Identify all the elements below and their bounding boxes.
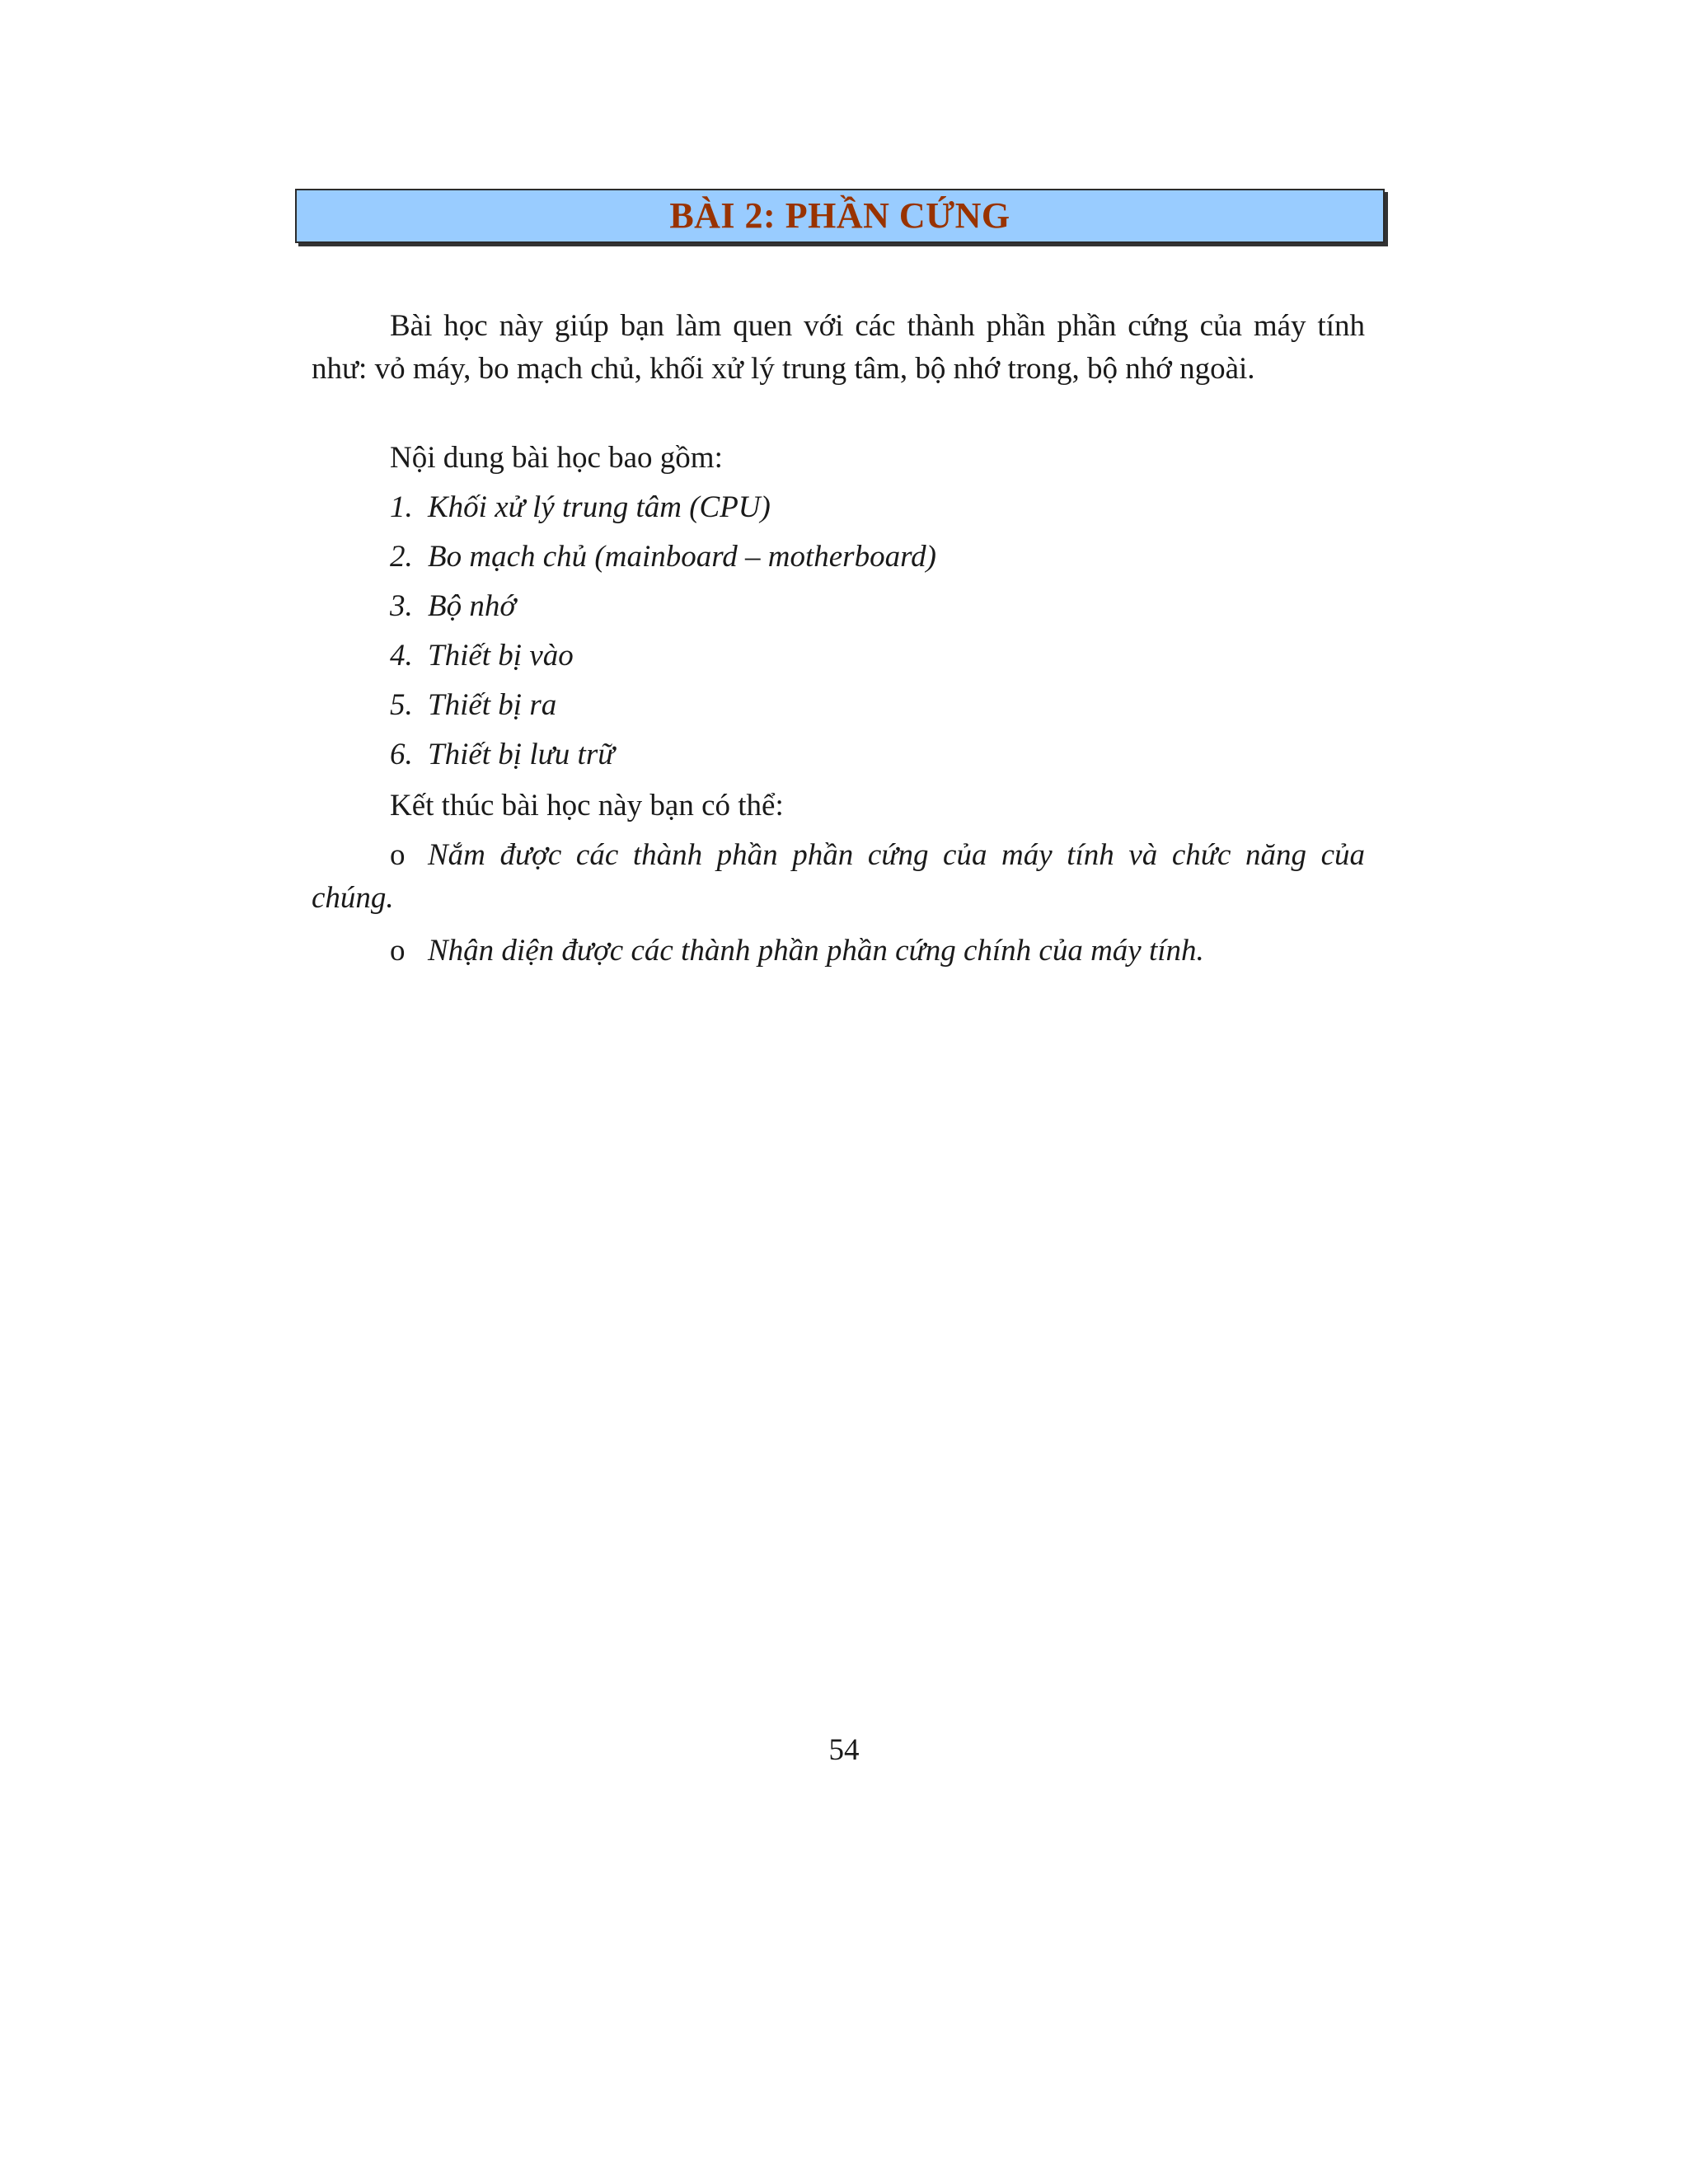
topic-number: 4. — [390, 639, 413, 673]
topic-text: Thiết bị vào — [428, 639, 574, 673]
topic-text: Bo mạch chủ (mainboard – motherboard) — [428, 540, 936, 574]
topic-item — [390, 733, 614, 776]
intro-paragraph: Bài học này giúp bạn làm quen với các thành phần phần cứng của máy tính như: vỏ máy, bo mạch chủ, khối xử lý trung tâm, bộ nhớ trong, bộ nhớ ngoài. — [312, 309, 1365, 386]
topic-number: 1. — [390, 490, 413, 524]
outcomes-heading: Kết thúc bài học này bạn có thể: — [390, 789, 784, 823]
topic-item — [390, 684, 556, 727]
outcome-text: Nhận diện được các thành phần phần cứng chính của máy tính. — [428, 934, 1204, 968]
topic-text: Khối xử lý trung tâm (CPU) — [428, 490, 771, 524]
topic-number: 6. — [390, 738, 413, 771]
outcome-item — [312, 930, 1365, 972]
outcome-item — [312, 834, 1365, 920]
topic-item — [390, 536, 936, 579]
topic-number: 3. — [390, 589, 413, 623]
page-number: 54 — [828, 1733, 860, 1767]
topic-text: Thiết bị lưu trữ — [428, 738, 615, 771]
lesson-title: BÀI 2: PHẦN CỨNG — [669, 195, 1010, 236]
content-heading: Nội dung bài học bao gồm: — [390, 441, 723, 475]
bullet-marker: o — [390, 934, 406, 968]
topic-item — [390, 486, 771, 529]
topic-number: 2. — [390, 540, 413, 574]
topic-number: 5. — [390, 688, 413, 722]
topic-text: Bộ nhớ — [428, 589, 517, 623]
outcome-text: Nắm được các thành phần phần cứng của máy tính và chức năng của chúng. — [312, 838, 1365, 915]
topic-text: Thiết bị ra — [428, 688, 557, 722]
lesson-title-banner — [295, 189, 1385, 243]
bullet-marker: o — [390, 838, 406, 872]
topic-item — [390, 635, 574, 677]
topic-item — [390, 585, 516, 628]
